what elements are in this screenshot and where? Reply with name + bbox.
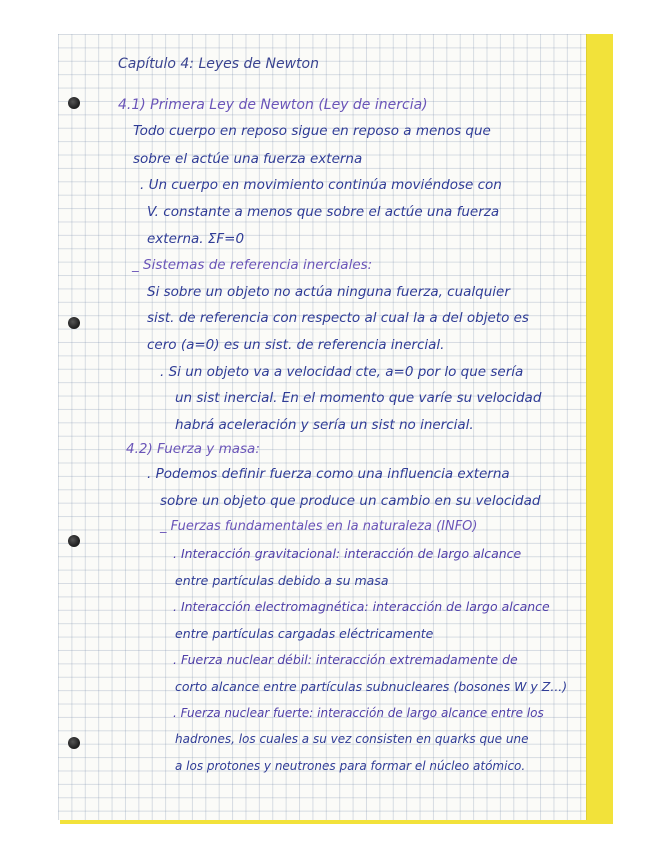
section-heading: 4.2) Fuerza y masa: <box>126 441 260 457</box>
text-line: corto alcance entre partículas subnucleares (bosones W y Z...) <box>175 679 568 694</box>
text-line: sobre un objeto que produce un cambio en su velocidad <box>160 493 541 509</box>
text-line: entre partículas cargadas eléctricamente <box>175 626 434 641</box>
binder-hole <box>68 535 80 547</box>
binder-hole <box>68 97 80 109</box>
text-line: externa. ΣF=0 <box>147 231 245 247</box>
text-line: Todo cuerpo en reposo sigue en reposo a menos que <box>133 123 491 139</box>
text-line: entre partículas debido a su masa <box>175 573 389 588</box>
text-line: . Interacción electromagnética: interacción de largo alcance <box>173 599 550 614</box>
subsection-heading: _ Sistemas de referencia inerciales: <box>132 257 373 273</box>
chapter-title: Capítulo 4: Leyes de Newton <box>118 56 319 72</box>
text-line: un sist inercial. En el momento que varíe su velocidad <box>175 390 542 406</box>
text-line: sobre el actúe una fuerza externa <box>133 151 363 167</box>
binder-hole <box>68 317 80 329</box>
text-line: hadrones, los cuales a su vez consisten en quarks que une <box>175 732 529 746</box>
text-line: . Podemos definir fuerza como una influencia externa <box>147 466 510 482</box>
subsection-heading: _ Fuerzas fundamentales en la naturaleza (INFO) <box>160 519 478 534</box>
text-line: a los protones y neutrones para formar el núcleo atómico. <box>175 759 526 773</box>
text-line: sist. de referencia con respecto al cual la a del objeto es <box>147 310 529 326</box>
text-line: . Un cuerpo en movimiento continúa moviéndose con <box>140 177 502 193</box>
text-line: . Si un objeto va a velocidad cte, a=0 por lo que sería <box>160 364 524 380</box>
text-line: . Fuerza nuclear fuerte: interacción de largo alcance entre los <box>173 706 544 720</box>
text-line: . Fuerza nuclear débil: interacción extremadamente de <box>173 652 518 667</box>
text-line: . Interacción gravitacional: interacción de largo alcance <box>173 546 522 561</box>
text-line: Si sobre un objeto no actúa ninguna fuerza, cualquier <box>147 284 510 300</box>
section-heading: 4.1) Primera Ley de Newton (Ley de inercia) <box>118 97 428 113</box>
binder-hole <box>68 737 80 749</box>
text-line: V. constante a menos que sobre el actúe una fuerza <box>147 204 500 220</box>
text-line: cero (a=0) es un sist. de referencia inercial. <box>147 337 445 353</box>
text-line: habrá aceleración y sería un sist no inercial. <box>175 417 474 433</box>
